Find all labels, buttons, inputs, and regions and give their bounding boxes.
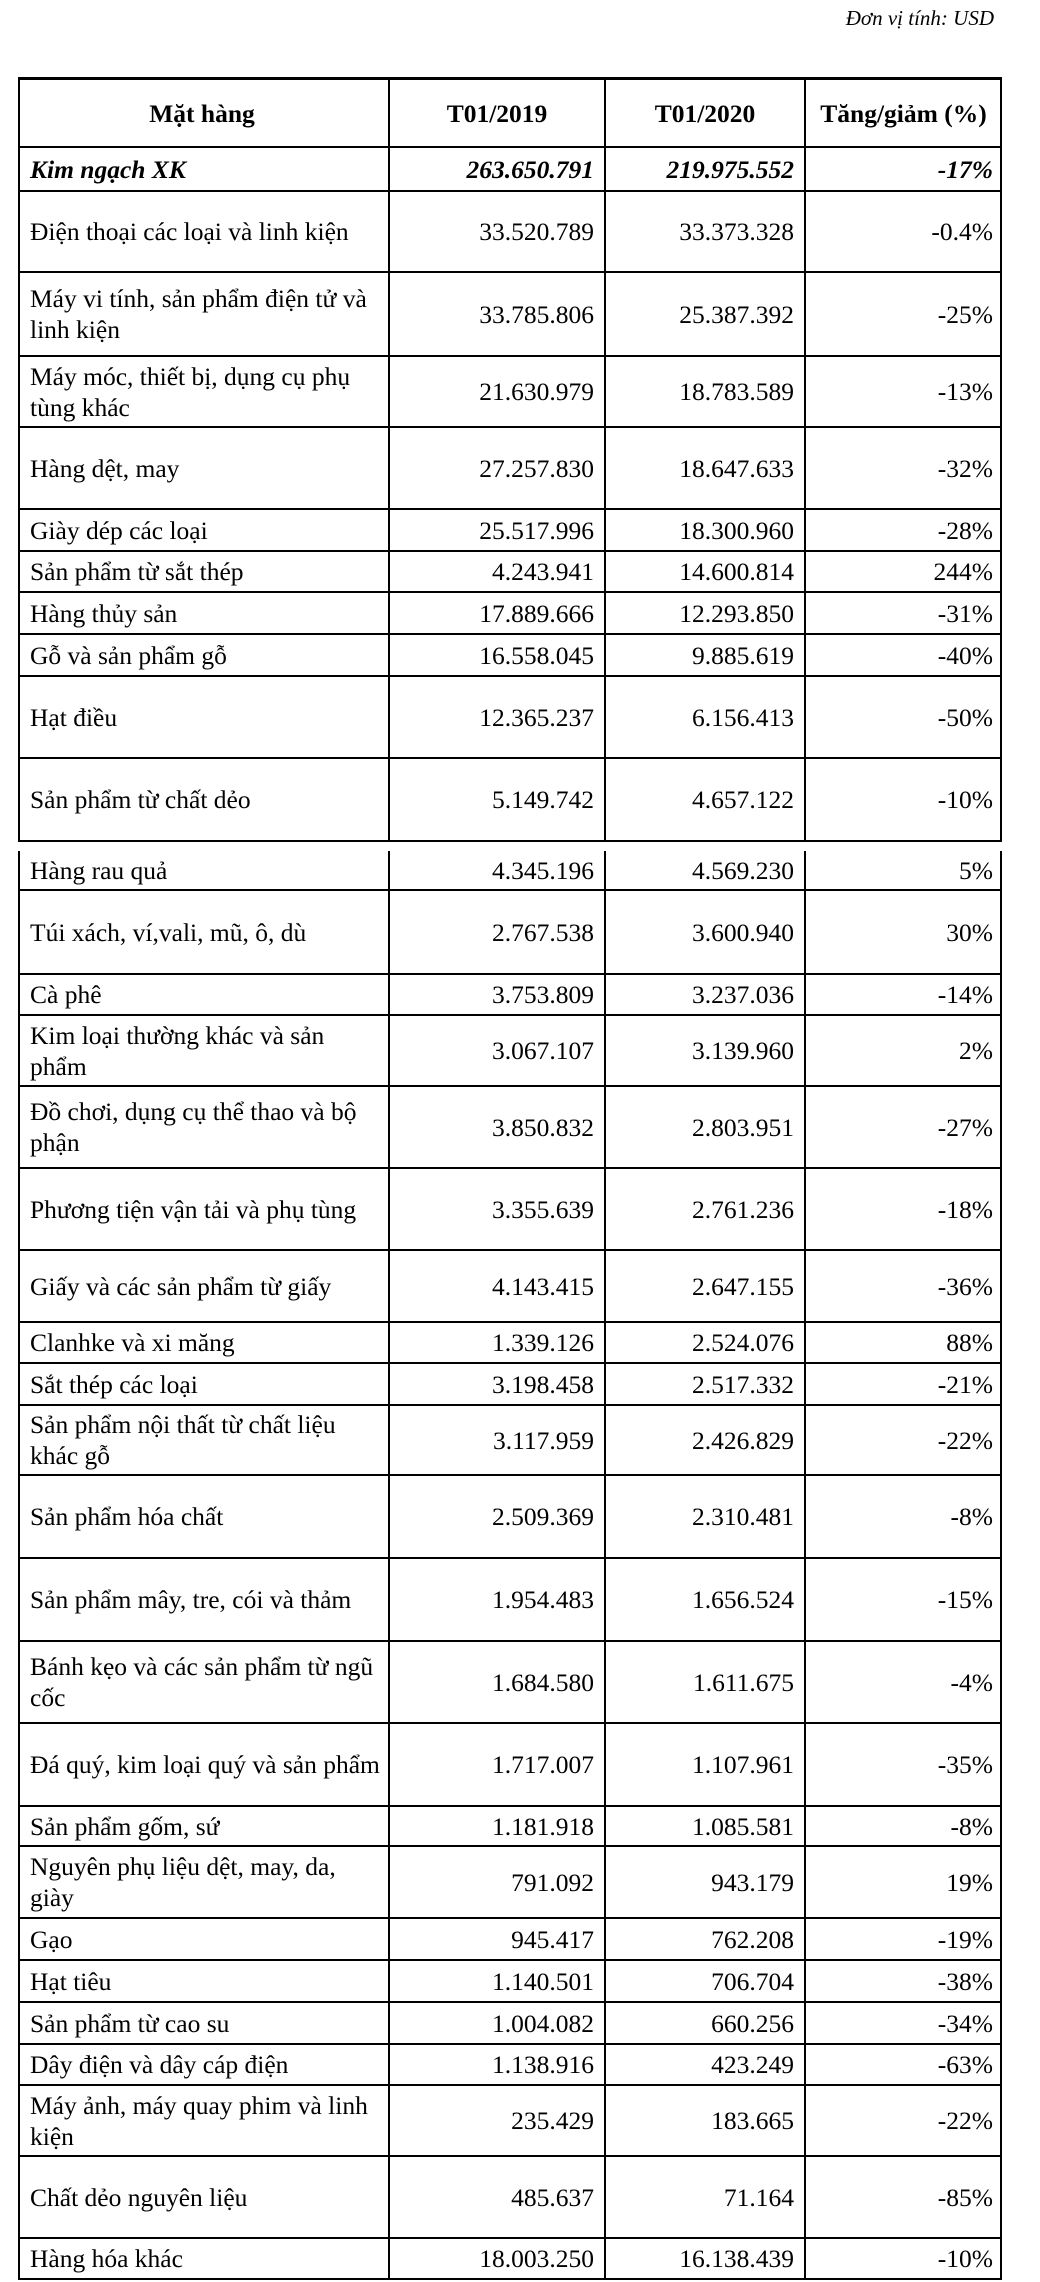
table-row (18, 1961, 1002, 2003)
change-percent: -14% (804, 975, 1001, 1014)
change-percent: 19% (804, 1847, 1001, 1917)
product-name: Cà phê (30, 980, 102, 1009)
table-row (18, 552, 1002, 593)
value-t2020: 71.164 (604, 2157, 804, 2237)
value-t2020: 16.138.439 (604, 2239, 804, 2278)
change-percent: -25% (804, 273, 1001, 355)
change-percent: -8% (804, 1807, 1001, 1845)
value-t2020: 2.517.332 (604, 1364, 804, 1404)
value-t2019: 2.767.538 (388, 891, 604, 973)
change-percent: -21% (804, 1364, 1001, 1404)
table-row (18, 1919, 1002, 1961)
value-t2019: 3.067.107 (388, 1016, 604, 1085)
unit-label: Đơn vị tính: USD (845, 6, 994, 30)
table-row (18, 891, 1002, 975)
value-t2019: 1.138.916 (388, 2045, 604, 2084)
product-name: Gạo (30, 1924, 73, 1954)
value-t2020: 33.373.328 (604, 192, 804, 271)
value-t2020: 18.647.633 (604, 428, 804, 508)
table-row (18, 635, 1002, 677)
value-t2019: 1.339.126 (388, 1323, 604, 1362)
table-row (18, 1406, 1002, 1476)
product-name: Phương tiện vận tải và phụ tùng (30, 1194, 357, 1224)
value-t2019: 235.429 (388, 2086, 604, 2155)
product-name: Hàng rau quả (30, 855, 168, 885)
value-t2019: 17.889.666 (388, 593, 604, 633)
value-t2019: 33.520.789 (388, 192, 604, 271)
product-name: Sản phẩm nội thất từ chất liệu khác gỗ (30, 1410, 336, 1470)
value-t2019: 4.143.415 (388, 1251, 604, 1321)
table-row (18, 1169, 1002, 1251)
total-change: -17% (804, 148, 1001, 190)
product-name: Đá quý, kim loại quý và sản phẩm (30, 1750, 380, 1779)
change-percent: -0.4% (804, 192, 1001, 271)
value-t2019: 1.181.918 (388, 1807, 604, 1845)
table-row (18, 510, 1002, 552)
table-row (18, 357, 1002, 428)
value-t2020: 2.647.155 (604, 1251, 804, 1321)
value-t2020: 1.107.961 (604, 1724, 804, 1805)
change-percent: -31% (804, 593, 1001, 633)
product-name: Nguyên phụ liệu dệt, may, da, giày (30, 1852, 336, 1912)
product-name: Sản phẩm từ sắt thép (30, 557, 244, 586)
value-t2020: 1.656.524 (604, 1559, 804, 1640)
table-row (18, 1251, 1002, 1323)
table-row (18, 1642, 1002, 1724)
value-t2019: 1.004.082 (388, 2003, 604, 2043)
product-name: Hạt điều (30, 702, 118, 732)
value-t2019: 1.684.580 (388, 1642, 604, 1722)
value-t2020: 423.249 (604, 2045, 804, 2084)
value-t2020: 18.783.589 (604, 357, 804, 426)
value-t2019: 16.558.045 (388, 635, 604, 675)
value-t2020: 25.387.392 (604, 273, 804, 355)
product-name: Hàng dệt, may (30, 453, 180, 483)
table-row (18, 1476, 1002, 1559)
value-t2020: 3.139.960 (604, 1016, 804, 1085)
value-t2019: 3.355.639 (388, 1169, 604, 1249)
change-percent: -4% (804, 1642, 1001, 1722)
change-percent: -22% (804, 1406, 1001, 1474)
table-row (18, 1847, 1002, 1919)
total-t2019: 263.650.791 (388, 148, 604, 190)
table-row (18, 1559, 1002, 1642)
change-percent: 2% (804, 1016, 1001, 1085)
value-t2019: 4.345.196 (388, 851, 604, 889)
value-t2019: 485.637 (388, 2157, 604, 2237)
table-row (18, 1016, 1002, 1087)
table-row (18, 273, 1002, 357)
value-t2020: 943.179 (604, 1847, 804, 1917)
change-percent: -40% (804, 635, 1001, 675)
product-name: Hàng hóa khác (30, 2244, 183, 2273)
value-t2019: 1.954.483 (388, 1559, 604, 1640)
value-t2020: 2.426.829 (604, 1406, 804, 1474)
change-percent: 244% (804, 552, 1001, 591)
product-name: Đồ chơi, dụng cụ thể thao và bộ phận (30, 1097, 357, 1157)
table-row (18, 2157, 1002, 2239)
change-percent: -18% (804, 1169, 1001, 1249)
value-t2019: 3.117.959 (388, 1406, 604, 1474)
value-t2019: 791.092 (388, 1847, 604, 1917)
total-row (18, 148, 1002, 192)
change-percent: -50% (804, 677, 1001, 757)
total-t2020: 219.975.552 (604, 148, 804, 190)
header-t2019: T01/2019 (388, 80, 604, 146)
product-name: Bánh kẹo và các sản phẩm từ ngũ cốc (30, 1652, 374, 1712)
value-t2019: 25.517.996 (388, 510, 604, 550)
value-t2019: 5.149.742 (388, 759, 604, 840)
product-name: Gỗ và sản phẩm gỗ (30, 640, 227, 670)
header-t2020: T01/2020 (604, 80, 804, 146)
product-name: Sản phẩm từ cao su (30, 2008, 230, 2038)
change-percent: 5% (804, 851, 1001, 889)
value-t2020: 2.761.236 (604, 1169, 804, 1249)
header-product: Mặt hàng (149, 98, 255, 128)
change-percent: -63% (804, 2045, 1001, 2084)
product-name: Chất dẻo nguyên liệu (30, 2182, 248, 2212)
product-name: Dây điện và dây cáp điện (30, 2050, 289, 2079)
product-name: Sản phẩm gốm, sứ (30, 1811, 220, 1841)
change-percent: -28% (804, 510, 1001, 550)
value-t2020: 1.085.581 (604, 1807, 804, 1845)
change-percent: -15% (804, 1559, 1001, 1640)
table-row (18, 593, 1002, 635)
change-percent: -38% (804, 1961, 1001, 2001)
value-t2020: 2.524.076 (604, 1323, 804, 1362)
value-t2019: 12.365.237 (388, 677, 604, 757)
product-name: Kim loại thường khác và sản phẩm (30, 1020, 325, 1081)
value-t2020: 3.600.940 (604, 891, 804, 973)
value-t2019: 27.257.830 (388, 428, 604, 508)
value-t2020: 183.665 (604, 2086, 804, 2155)
value-t2019: 3.198.458 (388, 1364, 604, 1404)
value-t2020: 9.885.619 (604, 635, 804, 675)
change-percent: -36% (804, 1251, 1001, 1321)
change-percent: -32% (804, 428, 1001, 508)
value-t2019: 1.717.007 (388, 1724, 604, 1805)
table-row (18, 2003, 1002, 2045)
value-t2019: 33.785.806 (388, 273, 604, 355)
total-name: Kim ngạch XK (30, 154, 186, 184)
product-name: Giấy và các sản phẩm từ giấy (30, 1271, 332, 1301)
table-row (18, 975, 1002, 1016)
product-name: Sản phẩm hóa chất (30, 1502, 224, 1531)
product-name: Sắt thép các loại (30, 1369, 198, 1399)
change-percent: -10% (804, 759, 1001, 840)
change-percent: -27% (804, 1087, 1001, 1167)
table-row (18, 2086, 1002, 2157)
table-row (18, 759, 1002, 842)
table-row (18, 192, 1002, 273)
change-percent: -8% (804, 1476, 1001, 1557)
value-t2020: 14.600.814 (604, 552, 804, 591)
value-t2020: 762.208 (604, 1919, 804, 1959)
value-t2019: 1.140.501 (388, 1961, 604, 2001)
value-t2019: 2.509.369 (388, 1476, 604, 1557)
change-percent: 88% (804, 1323, 1001, 1362)
value-t2020: 706.704 (604, 1961, 804, 2001)
table-row (18, 2239, 1002, 2280)
change-percent: -22% (804, 2086, 1001, 2155)
change-percent: -10% (804, 2239, 1001, 2278)
product-name: Sản phẩm từ chất dẻo (30, 785, 251, 814)
value-t2019: 945.417 (388, 1919, 604, 1959)
change-percent: -35% (804, 1724, 1001, 1805)
value-t2019: 4.243.941 (388, 552, 604, 591)
product-name: Hàng thủy sản (30, 598, 178, 628)
change-percent: -85% (804, 2157, 1001, 2237)
table-row (18, 2045, 1002, 2086)
value-t2020: 1.611.675 (604, 1642, 804, 1722)
product-name: Điện thoại các loại và linh kiện (30, 217, 349, 246)
value-t2020: 6.156.413 (604, 677, 804, 757)
value-t2020: 18.300.960 (604, 510, 804, 550)
product-name: Máy ảnh, máy quay phim và linh kiện (30, 2090, 368, 2151)
value-t2019: 3.753.809 (388, 975, 604, 1014)
change-percent: -34% (804, 2003, 1001, 2043)
change-percent: 30% (804, 891, 1001, 973)
product-name: Giày dép các loại (30, 515, 208, 545)
value-t2020: 4.657.122 (604, 759, 804, 840)
table-row (18, 851, 1002, 891)
table-row (18, 677, 1002, 759)
table-row (18, 1724, 1002, 1807)
value-t2020: 660.256 (604, 2003, 804, 2043)
value-t2020: 4.569.230 (604, 851, 804, 889)
product-name: Túi xách, ví,vali, mũ, ô, dù (30, 917, 307, 947)
product-name: Hạt tiêu (30, 1966, 112, 1996)
table-row (18, 1364, 1002, 1406)
table-header-row (18, 77, 1002, 148)
table-row (18, 1807, 1002, 1847)
product-name: Máy vi tính, sản phẩm điện tử và linh kiện (30, 284, 367, 344)
value-t2020: 12.293.850 (604, 593, 804, 633)
value-t2020: 2.803.951 (604, 1087, 804, 1167)
header-change: Tăng/giảm (%) (804, 80, 1001, 146)
value-t2020: 2.310.481 (604, 1476, 804, 1557)
value-t2019: 21.630.979 (388, 357, 604, 426)
table-row (18, 1087, 1002, 1169)
product-name: Clanhke và xi măng (30, 1328, 235, 1357)
change-percent: -19% (804, 1919, 1001, 1959)
value-t2019: 3.850.832 (388, 1087, 604, 1167)
value-t2020: 3.237.036 (604, 975, 804, 1014)
product-name: Máy móc, thiết bị, dụng cụ phụ tùng khác (30, 361, 351, 422)
value-t2019: 18.003.250 (388, 2239, 604, 2278)
table-row (18, 428, 1002, 510)
table-row (18, 1323, 1002, 1364)
change-percent: -13% (804, 357, 1001, 426)
product-name: Sản phẩm mây, tre, cói và thảm (30, 1585, 352, 1614)
